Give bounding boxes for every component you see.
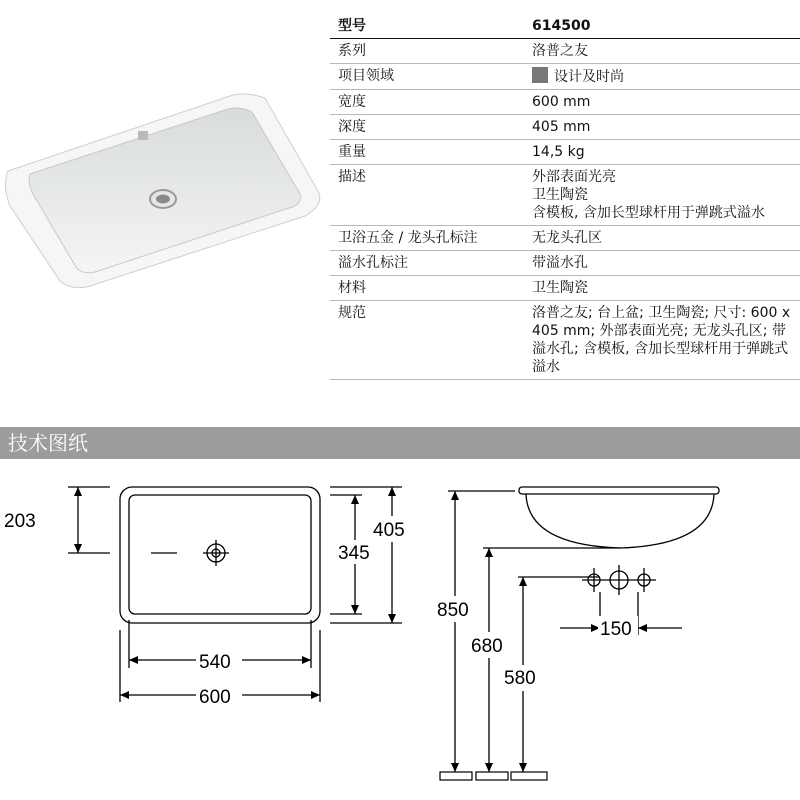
spec-row	[330, 90, 800, 115]
technical-drawing	[0, 462, 800, 800]
dim-345: 345	[338, 543, 370, 564]
dim-850: 850	[437, 600, 469, 621]
spec-value-cell	[524, 90, 800, 114]
product-photo	[0, 76, 330, 296]
spec-value-cell	[524, 226, 800, 250]
spec-value-cell	[524, 64, 800, 89]
spec-value: 带溢水孔	[532, 255, 588, 271]
spec-row	[330, 276, 800, 301]
dim-540: 540	[199, 652, 231, 673]
spec-value-cell	[524, 14, 800, 38]
spec-value-cell	[524, 165, 800, 225]
spec-row	[330, 64, 800, 90]
spec-row	[330, 39, 800, 64]
spec-label: 系列	[338, 43, 366, 59]
section-title: 技术图纸	[8, 431, 88, 455]
spec-value: 405 mm	[532, 119, 591, 135]
spec-row	[330, 140, 800, 165]
spec-value: 14,5 kg	[532, 144, 585, 160]
spec-table	[330, 14, 800, 380]
spec-row	[330, 251, 800, 276]
spec-label: 型号	[338, 18, 366, 34]
spec-label: 材料	[338, 280, 366, 296]
spec-value: 洛普之友	[532, 43, 588, 59]
spec-value: 600 mm	[532, 94, 591, 110]
section-header	[0, 427, 800, 459]
spec-value-cell	[524, 276, 800, 300]
spec-label: 溢水孔标注	[338, 255, 408, 271]
spec-value-cell	[524, 39, 800, 63]
color-swatch	[532, 67, 548, 83]
brand-logo	[138, 131, 148, 140]
spec-label: 项目领域	[338, 68, 394, 84]
spec-value-cell	[524, 251, 800, 275]
spec-value-cell	[524, 140, 800, 164]
spec-label: 重量	[338, 144, 366, 160]
spec-row	[330, 14, 800, 39]
spec-row	[330, 226, 800, 251]
spec-label: 规范	[338, 305, 366, 321]
dim-405: 405	[373, 520, 405, 541]
spec-value-cell	[524, 115, 800, 139]
spec-value: 设计及时尚	[554, 69, 624, 85]
spec-label: 深度	[338, 119, 366, 135]
spec-value-cell	[524, 301, 800, 379]
spec-label: 宽度	[338, 94, 366, 110]
dim-203: 203	[4, 511, 36, 532]
spec-value: 614500	[532, 18, 591, 34]
spec-row	[330, 301, 800, 380]
spec-value: 外部表面光亮 卫生陶瓷 含模板, 含加长型球杆用于弹跳式溢水	[532, 169, 765, 221]
spec-label: 卫浴五金 / 龙头孔标注	[338, 230, 478, 246]
spec-label: 描述	[338, 169, 366, 185]
spec-value: 无龙头孔区	[532, 230, 602, 246]
dim-580: 580	[504, 668, 536, 689]
dim-150: 150	[600, 619, 632, 640]
spec-value: 卫生陶瓷	[532, 280, 588, 296]
dim-680: 680	[471, 636, 503, 657]
spec-row	[330, 115, 800, 140]
spec-value: 洛普之友; 台上盆; 卫生陶瓷; 尺寸: 600 x 405 mm; 外部表面光亮; 无龙头孔区; 带溢水孔; 含模板, 含加长型球杆用于弹跳式溢水	[532, 305, 791, 375]
spec-row	[330, 165, 800, 226]
dim-600: 600	[199, 687, 231, 708]
